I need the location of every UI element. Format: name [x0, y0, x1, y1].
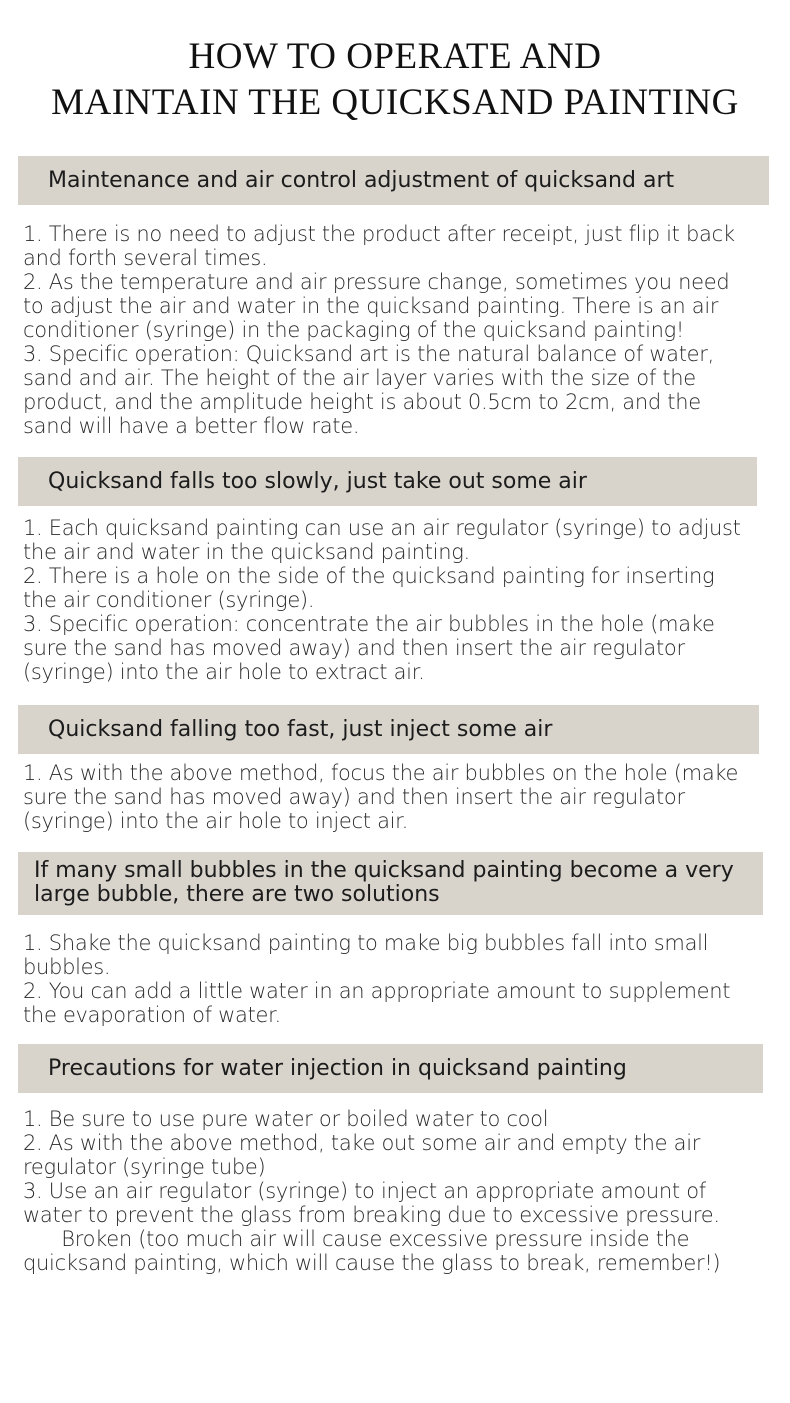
body-line: the evaporation of water.: [23, 1003, 281, 1027]
section-heading-water-injection: [18, 1044, 763, 1093]
page-title-line-1: HOW TO OPERATE AND: [188, 36, 602, 77]
body-line: 1. Each quicksand painting can use an air regulator (syringe) to adjust: [23, 516, 741, 540]
body-line: (syringe) into the air hole to extract air.: [23, 660, 425, 684]
section-heading-too-slow: [18, 457, 757, 506]
section-heading-text-line-2: large bubble, there are two solutions: [34, 882, 440, 907]
body-line: product, and the amplitude height is about 0.5cm to 2cm, and the: [23, 390, 701, 414]
section-heading-text: Quicksand falling too fast, just inject some air: [48, 717, 553, 742]
section-heading-text: Precautions for water injection in quicksand painting: [48, 1056, 627, 1081]
section-heading-big-bubble: [18, 852, 763, 915]
body-line: regulator (syringe tube): [23, 1155, 266, 1179]
section-body-too-fast: [23, 761, 760, 833]
body-line: 2. There is a hole on the side of the quicksand painting for inserting: [23, 564, 715, 588]
section-body-big-bubble: [23, 931, 760, 1027]
body-line: 1. As with the above method, focus the air bubbles on the hole (make: [23, 761, 739, 785]
section-heading-too-fast: [18, 705, 759, 754]
body-line: 2. As the temperature and air pressure change, sometimes you need: [23, 270, 730, 294]
body-line: 3. Specific operation: concentrate the air bubbles in the hole (make: [23, 612, 715, 636]
body-line: 1. Shake the quicksand painting to make big bubbles fall into small: [23, 931, 709, 955]
section-heading-text-line-1: If many small bubbles in the quicksand painting become a very: [34, 858, 734, 883]
body-line: sure the sand has moved away) and then insert the air regulator: [23, 785, 685, 809]
body-line: the air and water in the quicksand painting.: [23, 540, 470, 564]
page-title: [0, 34, 790, 126]
body-line: the air conditioner (syringe).: [23, 588, 315, 612]
section-body-too-slow: [23, 516, 760, 684]
body-line: conditioner (syringe) in the packaging of the quicksand painting!: [23, 318, 685, 342]
body-line: Broken (too much air will cause excessive pressure inside the: [23, 1227, 690, 1251]
page-title-line-2: MAINTAIN THE QUICKSAND PAINTING: [51, 82, 739, 123]
body-line: 3. Use an air regulator (syringe) to inject an appropriate amount of: [23, 1179, 706, 1203]
section-heading-text: Quicksand falls too slowly, just take out some air: [48, 469, 587, 494]
body-line: 3. Specific operation: Quicksand art is the natural balance of water,: [23, 342, 715, 366]
body-line: 2. As with the above method, take out some air and empty the air: [23, 1131, 701, 1155]
body-line: sand and air. The height of the air layer varies with the size of the: [23, 366, 696, 390]
section-heading-text: Maintenance and air control adjustment of quicksand art: [48, 168, 675, 193]
section-body-maintenance: [23, 222, 760, 438]
body-line: bubbles.: [23, 955, 111, 979]
section-heading-maintenance: [18, 156, 769, 205]
body-line: water to prevent the glass from breaking due to excessive pressure.: [23, 1203, 720, 1227]
body-line: quicksand painting, which will cause the glass to break, remember!): [23, 1251, 721, 1275]
body-line: 2. You can add a little water in an appropriate amount to supplement: [23, 979, 731, 1003]
body-line: to adjust the air and water in the quicksand painting. There is an air: [23, 294, 719, 318]
body-line: 1. Be sure to use pure water or boiled water to cool: [23, 1107, 549, 1131]
body-line: and forth several times.: [23, 246, 268, 270]
body-line: sand will have a better flow rate.: [23, 414, 360, 438]
body-line: (syringe) into the air hole to inject air.: [23, 809, 408, 833]
section-body-water-injection: [23, 1107, 760, 1275]
body-line: 1. There is no need to adjust the product after receipt, just flip it back: [23, 222, 735, 246]
body-line: sure the sand has moved away) and then insert the air regulator: [23, 636, 685, 660]
